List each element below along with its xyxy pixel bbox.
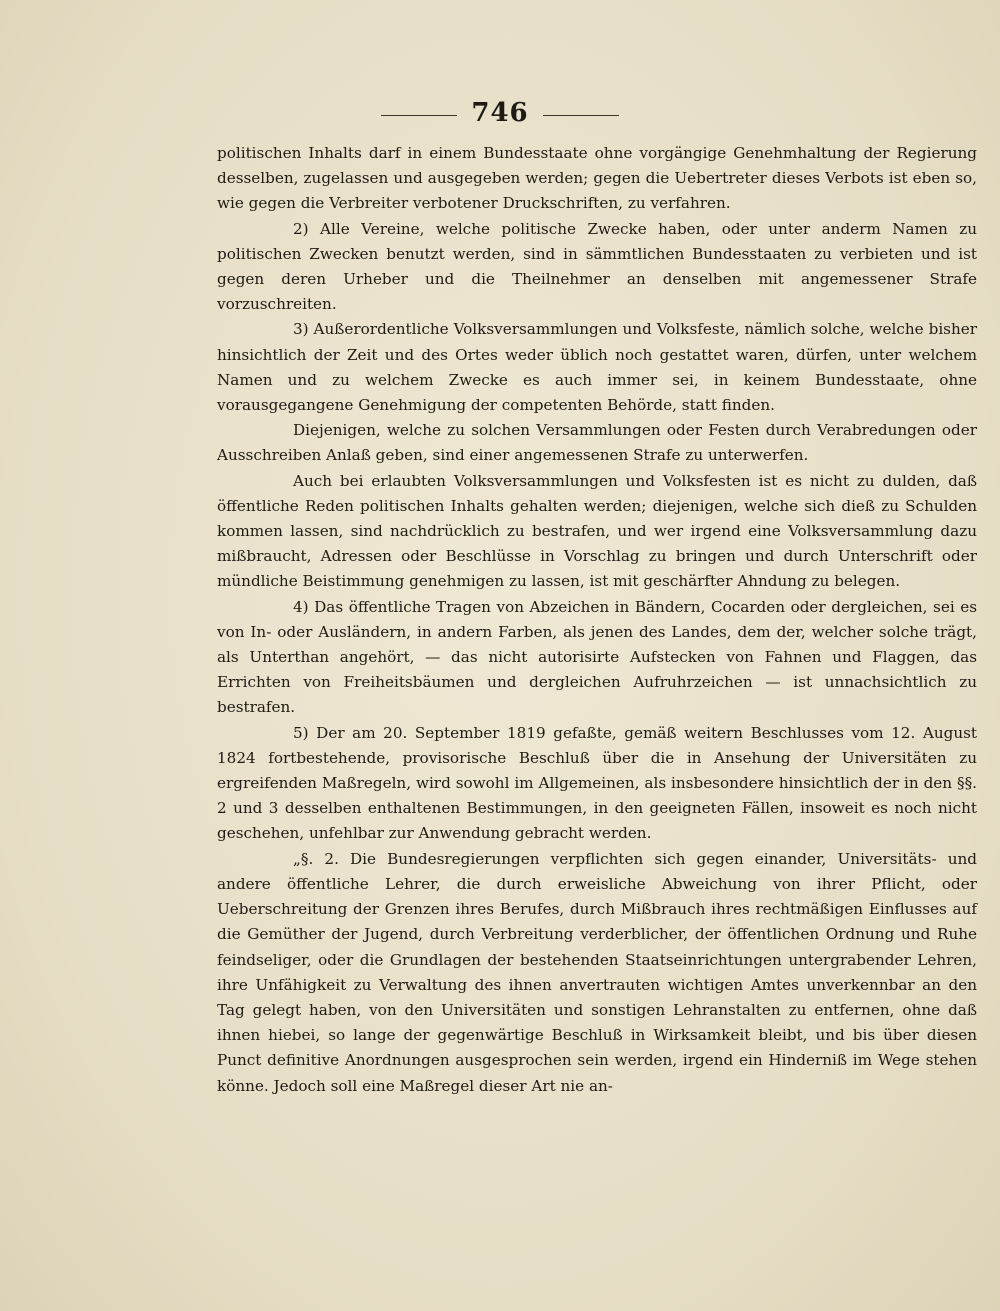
paragraph-section-2-quote: „§. 2. Die Bundesregierungen verpflichten sich gegen einander, Universitäts- und andere öffentliche Lehrer, die durch erweisliche Abweichung von ihrer Pflicht, oder Ueberschreitung der Grenzen ihres Berufes, durch Mißbrauch ihres rechtmäßigen Einflusses auf die Gemüther der Jugend, durch Verbreitung verderblicher, der öffentlichen Ordnung und Ruhe feindseliger, oder die Grundlagen der bestehenden Staatseinrichtungen untergrabender Lehren, ihre Unfähigkeit zu Verwaltung des ihnen anvertrauten wichtigen Amtes unverkennbar an den Tag gelegt haben, von den Universitäten und sonstigen Lehranstalten zu entfernen, ohne daß ihnen hiebei, so lange der gegenwärtige Beschluß in Wirksamkeit bleibt, und bis über diesen Punct definitive Anordnungen ausgesprochen sein werden, irgend ein Hinderniß im Wege stehen könne. Jedoch soll eine Maßregel dieser Art nie an- (217, 849, 977, 1095)
paragraph-continuation: politischen Inhalts darf in einem Bundesstaate ohne vorgängige Genehmhaltung der Regierung desselben, zugelassen und ausgegeben werden; gegen die Uebertreter dieses Verbots ist eben so, wie gegen die Verbreiter verbotener Druckschriften, zu verfahren. (217, 144, 977, 213)
paragraph-article-3: 3) Außerordentliche Volksversammlungen und Volksfeste, nämlich solche, welche bisher hinsichtlich der Zeit und des Ortes weder üblich noch gestattet waren, dürfen, unter welchem Namen und zu welchem Zwecke es auch immer sei, in keinem Bundesstaate, ohne vorausgegangene Genehmigung der competenten Behörde, statt finden. (217, 320, 977, 415)
header-rule-left (381, 115, 457, 116)
paragraph-article-5: 5) Der am 20. September 1819 gefaßte, gemäß weitern Beschlusses vom 12. August 1824 fortbestehende, provisorische Beschluß über die in Ansehung der Universitäten zu ergreifenden Maßregeln, wird sowohl im Allgemeinen, als insbesondere hinsichtlich der in den §§. 2 und 3 desselben enthaltenen Bestimmungen, in den geeigneten Fällen, insoweit es noch nicht geschehen, unfehlbar zur Anwendung gebracht werden. (217, 723, 977, 843)
page-header (0, 98, 1000, 128)
header-rule-right (543, 115, 619, 116)
paragraph-article-2: 2) Alle Vereine, welche politische Zwecke haben, oder unter anderm Namen zu politischen Zwecken benutzt werden, sind in sämmtlichen Bundesstaaten zu verbieten und ist gegen deren Urheber und die Theilnehmer an denselben mit angemessener Strafe vorzuschreiten. (217, 219, 977, 314)
paragraph-organizers: Diejenigen, welche zu solchen Versammlungen oder Festen durch Verabredungen oder Ausschreiben Anlaß geben, sind einer angemessenen Strafe zu unterwerfen. (217, 421, 977, 465)
paragraph-article-4: 4) Das öffentliche Tragen von Abzeichen in Bändern, Cocarden oder dergleichen, sei es von In- oder Ausländern, in andern Farben, als jenen des Landes, dem der, welcher solche trägt, als Unterthan angehört, — das nicht autorisirte Aufstecken von Fahnen und Flaggen, das Errichten von Freiheitsbäumen und dergleichen Aufruhrzeichen — ist unnachsichtlich zu bestrafen. (217, 597, 977, 717)
page-body (217, 141, 977, 1099)
paragraph-permitted-assemblies: Auch bei erlaubten Volksversammlungen und Volksfesten ist es nicht zu dulden, daß öffentliche Reden politischen Inhalts gehalten werden; diejenigen, welche sich dieß zu Schulden kommen lassen, sind nachdrücklich zu bestrafen, und wer irgend eine Volksversammlung dazu mißbraucht, Adressen oder Beschlüsse in Vorschlag zu bringen und durch Unterschrift oder mündliche Beistimmung genehmigen zu lassen, ist mit geschärfter Ahndung zu belegen. (217, 471, 977, 591)
page-number: 746 (471, 98, 529, 128)
